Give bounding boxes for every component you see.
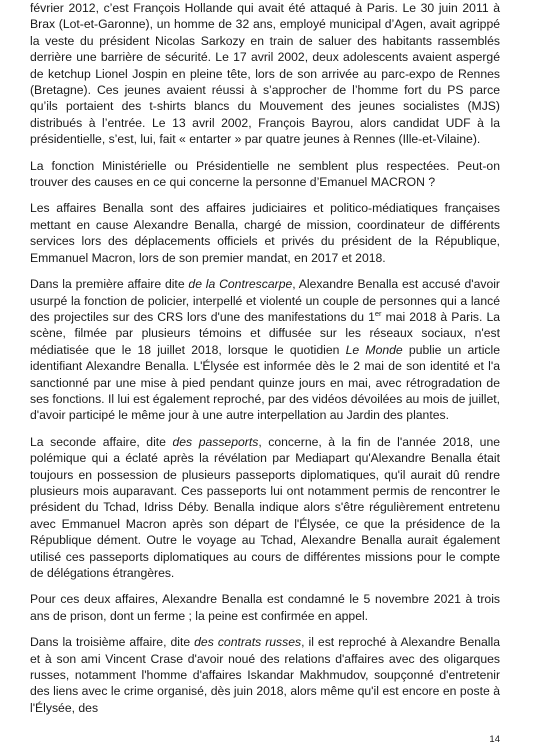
paragraph-attacks-history — [30, 0, 500, 148]
text-run: , Alexandre Benalla est accusé d'avoir usurpé la fonction de policier, interpellé et violenté un couple de personnes qui a lancé des projectiles sur des CRS lors d'une des manifestations du 1 — [30, 277, 500, 324]
paragraph-question-macron — [30, 158, 500, 191]
text-run: mai 2018 à Paris. La scène, filmée par plusieurs témoins et diffusée sur les réseaux sociaux, n'est médiatisée que le 18 juillet 2018, lorsque le quotidien — [30, 309, 501, 357]
text-run: , concerne, à la fin de l'année 2018, une polémique qui a éclaté après la révélation par Mediapart qu'Alexandre Benalla était toujours en possession de plusieurs passeports diplomatiques, qu'il aurait dû rendre plusieurs mois auparavant. Ces passeports lui ont notamment permis de rencontrer le président du Tchad, Idriss Déby. Benalla indique alors s'être régulièrement entretenu avec Emmanuel Macron après son départ de l'Élysée, ce que la présidence de la République dément. Outre le voyage au Tchad, Alexandre Benalla aurait également utilisé ces passeports diplomatiques au cours de différentes missions pour le compte de délégations étrangères. — [30, 434, 501, 580]
text-run: Les affaires Benalla sont des affaires judiciaires et politico-médiatiques françaises mettant en cause Alexandre Benalla, chargé de mission, coordinateur de différents services lors des déplacements officiels et privés du président de la République, Emmanuel Macron, lors de son premier mandat, en 2017 et 2018. — [30, 201, 500, 265]
text-run: La seconde affaire, dite — [30, 434, 173, 449]
text-run: Dans la troisième affaire, dite — [30, 635, 195, 650]
italic-text: Le Monde — [345, 342, 403, 357]
italic-text: des passeports — [172, 434, 259, 449]
text-run: La fonction Ministérielle ou Présidentielle ne semblent plus respectées. Peut-on trouver des causes en ce qui concerne la personne d’Emanuel MACRON ? — [30, 158, 500, 190]
paragraph-contrats-russes — [30, 634, 500, 716]
italic-text: de la Contrescarpe — [188, 277, 293, 292]
superscript-text: er — [374, 308, 382, 318]
text-run: février 2012, c’est François Hollande qui avait été attaqué à Paris. Le 30 juin 2011 à Brax (Lot-et-Garonne), un homme de 32 ans, employé municipal d’Agen, avait agrippé la veste du président Nicolas Sarkozy en train de saluer des habitants rassemblés derrière une barrière de sécurité. Le 17 avril 2002, deux adolescents avaient aspergé de ketchup Lionel Jospin en pleine tête, lors de son arrivée au parc-expo de Rennes (Bretagne). Ces jeunes avaient réussi à s’approcher de l’homme fort du PS parce qu’ils portaient des t-shirts blancs du Mouvement des jeunes socialistes (MJS) distribués à l’entrée. Le 13 avril 2002, François Bayrou, alors candidat UDF à la présidentielle, s’est, lui, fait « entarter » par quatre jeunes à Rennes (Ille-et-Vilaine). — [30, 1, 500, 147]
paragraph-benalla-intro — [30, 200, 500, 266]
paragraph-condamnation — [30, 591, 500, 624]
text-run: publie un article identifiant Alexandre Benalla. L'Élysée est informée dès le 2 mai de son identité et l'a sanctionné par une mise à pied pendant quinze jours en mai, avec rétrogradation de ses fonctions. Il lui est également reproché, par des vidéos dévoilées au mois de juillet, d'avoir participé le même jour à une autre interpellation au Jardin des plantes. — [30, 342, 500, 423]
page-number: 14 — [489, 734, 500, 745]
italic-text: des contrats russes — [194, 635, 302, 650]
text-run: Dans la première affaire dite — [30, 277, 189, 292]
document-page — [30, 0, 500, 726]
paragraph-contrescarpe-affair — [30, 276, 500, 424]
text-run: Pour ces deux affaires, Alexandre Benalla est condamné le 5 novembre 2021 à trois ans de prison, dont un ferme ; la peine est confirmée en appel. — [30, 592, 500, 623]
text-run: , il est reproché à Alexandre Benalla et à son ami Vincent Crase d'avoir noué des relations d'affaires avec des oligarques russes, notamment l'homme d'affaires Iskandar Makhmudov, soupçonné d'entretenir des liens avec le crime organisé, dès juin 2018, alors même qu'il est encore en poste à l'Élysée, des — [30, 635, 500, 715]
paragraph-passeports-affair — [30, 434, 500, 582]
